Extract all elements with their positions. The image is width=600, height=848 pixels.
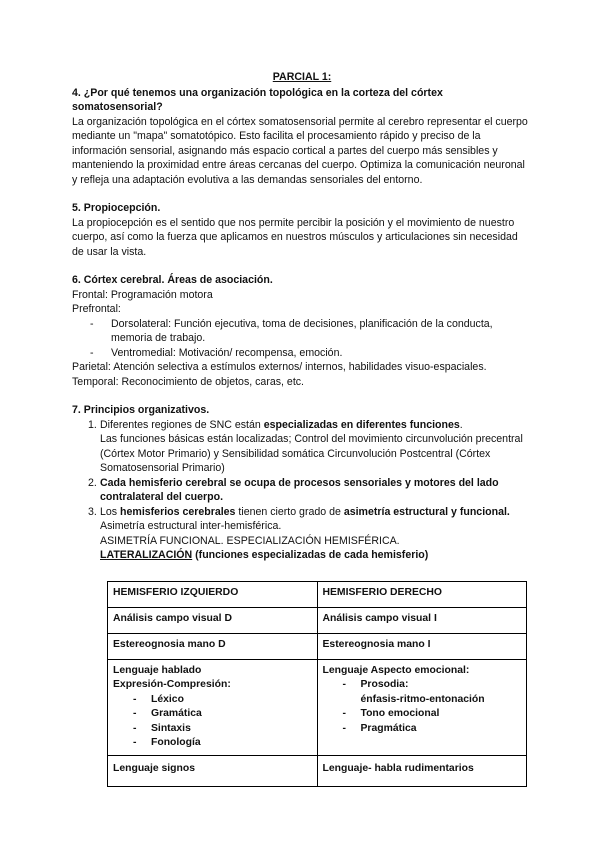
q4-body: La organización topológica en el córtex somatosensorial permite al cerebro representar el cuerpo mediante un "mapa" somatotópico. Esto facilita el procesamiento rápido y preciso de la información sensorial, asignando más espacio cortical a partes del cuerpo más sensibles y manteniendo la proximidad entre áreas cercanas del cuerpo. Optimiza la comunicación neuronal y refleja una adaptación evolutiva a las demandas sensoriales del entorno. [72,115,528,186]
table-header-left: HEMISFERIO IZQUIERDO [108,581,318,607]
item1-detail: Las funciones básicas están localizadas; Control del movimiento circunvolución precentral (Córtex Motor Primario) y Sensibilidad somática Circunvolución Postcentral (Córtex Somatosensorial Primario) [100,433,523,474]
list-item: - Dorsolateral: Función ejecutiva, toma de decisiones, planificación de la conducta, memoria de trabajo. [72,317,532,346]
table-cell [317,659,527,755]
list-number: 1. [88,418,97,431]
item3-bold1: hemisferios cerebrales [120,505,236,518]
list-item: - Ventromedial: Motivación/ recompensa, emoción. [72,346,532,361]
item3-mid: tienen cierto grado de [235,505,344,518]
item3-end: Asimetría estructural inter-hemisférica. [100,520,282,532]
lateralizacion-label: LATERALIZACIÓN [100,549,193,561]
list-item: - Tono emocional [323,707,522,722]
q6-prefrontal: Prefrontal: [72,303,121,315]
principles-list [72,418,532,563]
list-item [72,418,532,476]
list-item [323,678,522,707]
table-cell: Lenguaje signos [108,755,318,786]
table-cell [108,659,318,755]
list-item: - Léxico [113,693,312,708]
table-cell: Estereognosia mano I [317,633,527,659]
table-cell: Estereognosia mano D [108,633,318,659]
cell-title: Lenguaje hablado [113,664,202,676]
list-item: - Gramática [113,707,312,722]
q6-temporal: Temporal: Reconocimiento de objetos, caras, etc. [72,375,305,388]
item1-text: Diferentes regiones de SNC están [100,418,264,431]
item1-end: . [459,418,463,431]
table-cell: Análisis campo visual I [317,607,527,633]
prosodia-label: Prosodia: [360,679,409,690]
cell-list [323,678,522,736]
document-page [72,70,532,787]
cell-subtitle: Expresión-Compresión: [113,679,231,690]
item3-bold2: asimetría estructural y funcional. [343,505,510,518]
list-number: 3. [88,505,97,518]
list-item: - Pragmática [323,722,522,737]
table-row [108,607,527,633]
list-item: - Fonología [113,736,312,751]
table-row [108,755,527,786]
table-row [108,581,527,607]
page-title: PARCIAL 1: [272,71,332,83]
table-cell: Análisis campo visual D [108,607,318,633]
table-header-right: HEMISFERIO DERECHO [317,581,527,607]
item2-text: Cada hemisferio cerebral se ocupa de procesos sensoriales y motores del lado contralateral del cuerpo. [100,476,499,503]
q7-heading: 7. Principios organizativos. [72,404,210,416]
q5-heading: 5. Propiocepción. [72,202,161,214]
cell-list [113,693,312,751]
item3-line3 [100,548,532,563]
item3-text: Los [100,505,121,518]
q6-heading: 6. Córtex cerebral. Áreas de asociación. [72,274,273,286]
q5-body: La propiocepción es el sentido que nos permite percibir la posición y el movimiento de nuestro cuerpo, así como la fuerza que aplicamos en nuestros músculos y articulaciones sin necesidad de usar la vista. [72,216,518,258]
item3-line2: ASIMETRÍA FUNCIONAL. ESPECIALIZACIÓN HEMISFÉRICA. [100,534,400,547]
q4-heading: 4. ¿Por qué tenemos una organización topológica en la corteza del córtex somatosensorial? [72,86,443,113]
prefrontal-list [72,317,532,361]
lateralizacion-rest: (funciones especializadas de cada hemisferio) [192,549,429,561]
cell-title: Lenguaje Aspecto emocional: [322,664,470,676]
list-item [72,476,532,505]
table-cell: Lenguaje- habla rudimentarios [317,755,527,786]
hemisphere-table [107,581,527,787]
table-row [108,659,527,755]
q6-parietal: Parietal: Atención selectiva a estímulos externos/ internos, habilidades visuo-espaciales. [72,361,487,373]
list-number: 2. [88,476,97,489]
list-item: - Sintaxis [113,722,312,737]
q6-frontal: Frontal: Programación motora [72,288,213,301]
prosodia-detail: énfasis-ritmo-entonación [360,693,485,705]
table-row [108,633,527,659]
item1-bold: especializadas en diferentes funciones [263,418,460,431]
list-item [72,505,532,563]
